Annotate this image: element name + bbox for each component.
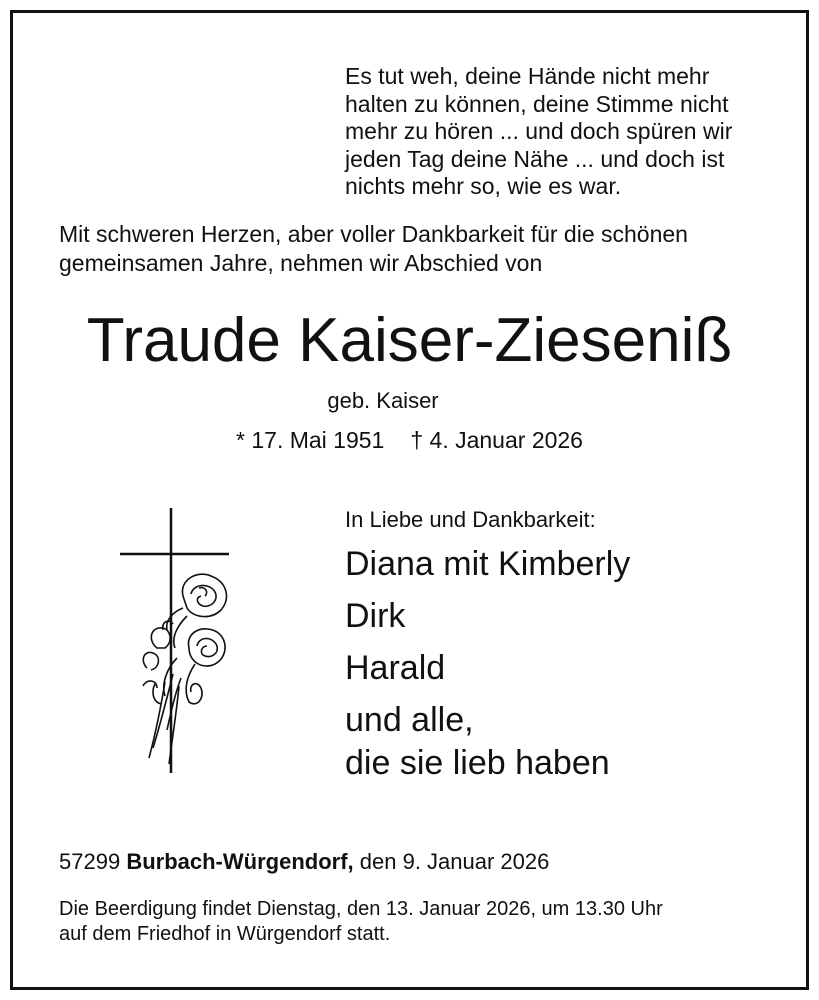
life-dates — [13, 425, 806, 455]
intro-line: gemeinsamen Jahre, nehmen wir Abschied von — [59, 250, 543, 276]
funeral-notice — [59, 897, 663, 947]
funeral-line: auf dem Friedhof in Würgendorf statt. — [59, 923, 391, 945]
funeral-line: Die Beerdigung findet Dienstag, den 13. Januar 2026, um 13.30 Uhr — [59, 898, 663, 920]
postcode: 57299 — [59, 849, 121, 874]
birth-date: * 17. Mai 1951 — [236, 427, 385, 453]
deceased-name: Traude Kaiser-Zieseniß — [86, 306, 733, 375]
intro-text — [59, 220, 688, 278]
poem-line: mehr zu hören ... und doch spüren wir — [345, 118, 733, 144]
notice-date: den 9. Januar 2026 — [359, 849, 550, 874]
poem-line: nichts mehr so, wie es war. — [345, 173, 622, 199]
mourner-name: Dirk — [345, 597, 406, 635]
birth-name: geb. Kaiser — [327, 388, 439, 413]
obituary-frame — [10, 10, 809, 990]
town: Burbach-Würgendorf, — [126, 849, 354, 874]
death-date: † 4. Januar 2026 — [410, 427, 583, 453]
intro-line: Mit schweren Herzen, aber voller Dankbarkeit für die schönen — [59, 221, 688, 247]
poem-line: jeden Tag deine Nähe ... und doch ist — [345, 145, 725, 172]
place-and-date — [59, 847, 549, 877]
poem — [345, 63, 765, 201]
mourner-name: und alle, — [345, 701, 474, 739]
mourner-name: die sie lieb haben — [345, 744, 610, 782]
mourner-name: Harald — [345, 649, 446, 687]
poem-line: halten zu können, deine Stimme nicht — [345, 90, 729, 117]
cross-with-roses-icon — [117, 508, 247, 783]
mourners-label: In Liebe und Dankbarkeit: — [345, 507, 596, 532]
mourner-name: Diana mit Kimberly — [345, 545, 631, 583]
poem-line: Es tut weh, deine Hände nicht mehr — [345, 63, 710, 89]
